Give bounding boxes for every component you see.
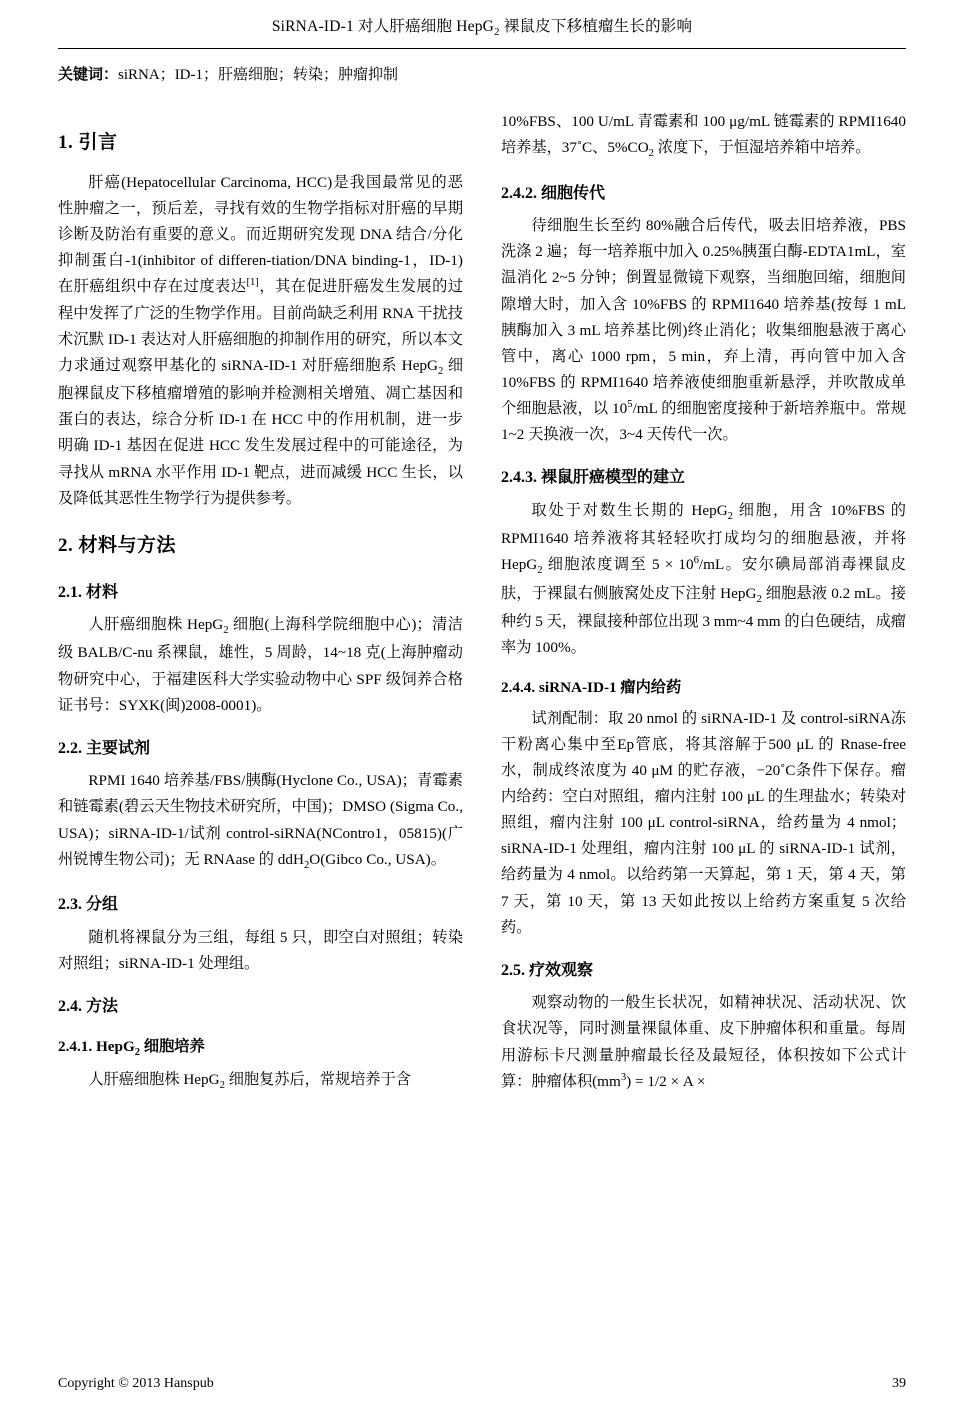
section-2-3-paragraph: 随机将裸鼠分为三组，每组 5 只，即空白对照组；转染对照组；siRNA-ID-1 处理组。 — [58, 928, 463, 972]
continued-paragraph: 10%FBS、100 U/mL 青霉素和 100 μg/mL 链霉素的 RPMI1640 培养基，37˚C、$5\%CO_2$ 浓度下，于恒湿培养箱中培养。 — [501, 113, 906, 160]
section-1-heading: 1. 引言 — [58, 132, 118, 154]
section-2-4-2-heading: 2.4.2. 细胞传代 — [501, 184, 606, 202]
page-footer — [58, 1376, 906, 1392]
section-2-1-heading: 2.1. 材料 — [58, 583, 119, 601]
p-text: 肝癌(Hepatocellular Carcinoma, HCC)是我国最常见的恶性肿瘤之一，预后差，寻找有效的生物学指标对肝癌的早期诊断及防治有重要的意义。而近期研究发现 DNA 结合/分化抑制蛋白-1(inhibitor of differen-tiation/DNA binding-1，ID-1)在肝癌组织中存在过度表达[1]，其在促进肝癌发生发展的过程中发挥了广泛的生物学作用。目前尚缺乏利用 RNA 干扰技术沉默 ID-1 表达对人肝癌细胞的抑制作用的研究，所以本文力求通过观察甲基化的 siRNA-ID-1 对肝癌细胞系 HepG$_2$ 细胞裸鼠皮下移植瘤增殖的影响并检测相关增殖、凋亡基因和蛋白的表达，综合分析 ID-1 在 HCC 中的作用机制，进一步明确 ID-1 基因在促进 HCC 发生发展过程中的可能途径，为寻找从 mRNA 水平作用 ID-1 靶点，进而减缓 HCC 生长，以及降低其恶性生物学行为提供参考。 — [58, 173, 464, 507]
running-head-text: SiRNA-ID-1 对人肝癌细胞 HepG$_2$ 裸鼠皮下移植瘤生长的影响 — [271, 18, 693, 39]
section-2-5-paragraph: 观察动物的一般生长状况，如精神状况、活动状况、饮食状况等，同时测量裸鼠体重、皮下肿瘤体积和重量。每周用游标卡尺测量肿瘤最长径及最短径，体积按如下公式计算：肿瘤体积$(mm^3) = 1/2 \times A$ × — [501, 994, 906, 1090]
keywords-line — [58, 49, 906, 95]
page-number: 39 — [892, 1376, 906, 1391]
section-2-4-1-heading: 2.4.1. HepG$_2$ 细胞培养 — [58, 1038, 205, 1059]
section-2-5-heading: 2.5. 疗效观察 — [501, 961, 594, 979]
section-2-4-4-paragraph: 试剂配制：取 20 nmol 的 siRNA-ID-1 及 control-siRNA冻干粉离心集中至Ep管底，将其溶解于500 μL 的 Rnase-free 水，制成终浓度为 40 μM 的贮存液，−20˚C条件下保存。瘤内给药：空白对照组，瘤内注射 100 μL 的生理盐水；转染对照组，瘤内注射 100 μL control-siRNA，给药量为 4 nmol；siRNA-ID-1 处理组，瘤内注射 100 μL 的 siRNA-ID-1 试剂，给药量为 4 nmol。以给药第一天算起，第 1 天，第 4 天，第 7 天，第 10 天，第 13 天如此按以上给药方案重复 5 次给药。 — [501, 709, 906, 936]
right-column — [501, 109, 906, 1097]
section-2-heading: 2. 材料与方法 — [58, 534, 177, 556]
running-head — [58, 0, 906, 44]
copyright-text: Copyright © 2013 Hanspub — [58, 1376, 214, 1391]
section-2-3-heading: 2.3. 分组 — [58, 896, 119, 914]
section-2-2-paragraph: RPMI 1640 培养基/FBS/胰酶(Hyclone Co., USA)；青霉素和链霉素(碧云天生物技术研究所，中国)；DMSO (Sigma Co., USA)；siRNA-ID-1/试剂 control-siRNA(NContro1，05815)(广州锐博生物公司)；无 RNAase 的 ddH$_2$O(Gibco Co., USA)。 — [58, 772, 463, 871]
section-2-4-3-heading: 2.4.3. 裸鼠肝癌模型的建立 — [501, 469, 686, 487]
section-2-2-heading: 2.2. 主要试剂 — [58, 739, 151, 757]
section-2-4-heading: 2.4. 方法 — [58, 997, 119, 1015]
keywords-text: siRNA；ID-1；肝癌细胞；转染；肿瘤抑制 — [118, 67, 399, 84]
section-2-1-paragraph: 人肝癌细胞株 HepG$_2$ 细胞(上海科学院细胞中心)；清洁级 BALB/C-nu 系裸鼠，雄性，5 周龄，14~18 克(上海肿瘤动物研究中心，于福建医科大学实验动物中心 SPF 级饲养合格证书号：SYXK(闽)2008-0001)。 — [58, 616, 463, 714]
section-2-4-1-paragraph: 人肝癌细胞株 HepG$_2$ 细胞复苏后，常规培养于含 — [88, 1070, 411, 1091]
section-1-paragraph — [58, 170, 463, 512]
left-column — [58, 109, 463, 1097]
keywords-label: 关键词： — [58, 67, 119, 84]
section-2-4-4-heading: 2.4.4. siRNA-ID-1 瘤内给药 — [501, 679, 682, 697]
section-2-4-3-paragraph: 取处于对数生长期的 HepG$_2$ 细胞，用含 10%FBS 的 RPMI1640 培养液将其轻轻吹打成均匀的细胞悬液，并将 HepG$_2$ 细胞浓度调至 $5 \times 10^6/mL$。安尔碘局部消毒裸鼠皮肤，于裸鼠右侧腋窝处皮下注射 HepG$_2$ 细胞悬液 0.2 mL。接种约 5 天，裸鼠接种部位出现 3 mm~4 mm 的白色硬结，成瘤率为 100%。 — [501, 501, 906, 657]
two-column-body — [58, 109, 906, 1097]
section-2-4-2-paragraph: 待细胞生长至约 80%融合后传代，吸去旧培养液，PBS 洗涤 2 遍；每一培养瓶中加入 0.25%胰蛋白酶-EDTA1mL，室温消化 2~5 分钟；倒置显微镜下观察，当细胞回缩，细胞间隙增大时，加入含 10%FBS 的 RPMI1640 培养基(按每 1 mL 胰酶加入 3 mL 培养基比例)终止消化；收集细胞悬液于离心管中，离心 1000 rpm，5 min，弃上清，再向管中加入含 10%FBS 的 RPMI1640 培养液使细胞重新悬浮，并吹散成单个细胞悬液，以 $10^5/mL$ 的细胞密度接种于新培养瓶中。常规 1~2 天换液一次，3~4 天传代一次。 — [501, 217, 907, 444]
